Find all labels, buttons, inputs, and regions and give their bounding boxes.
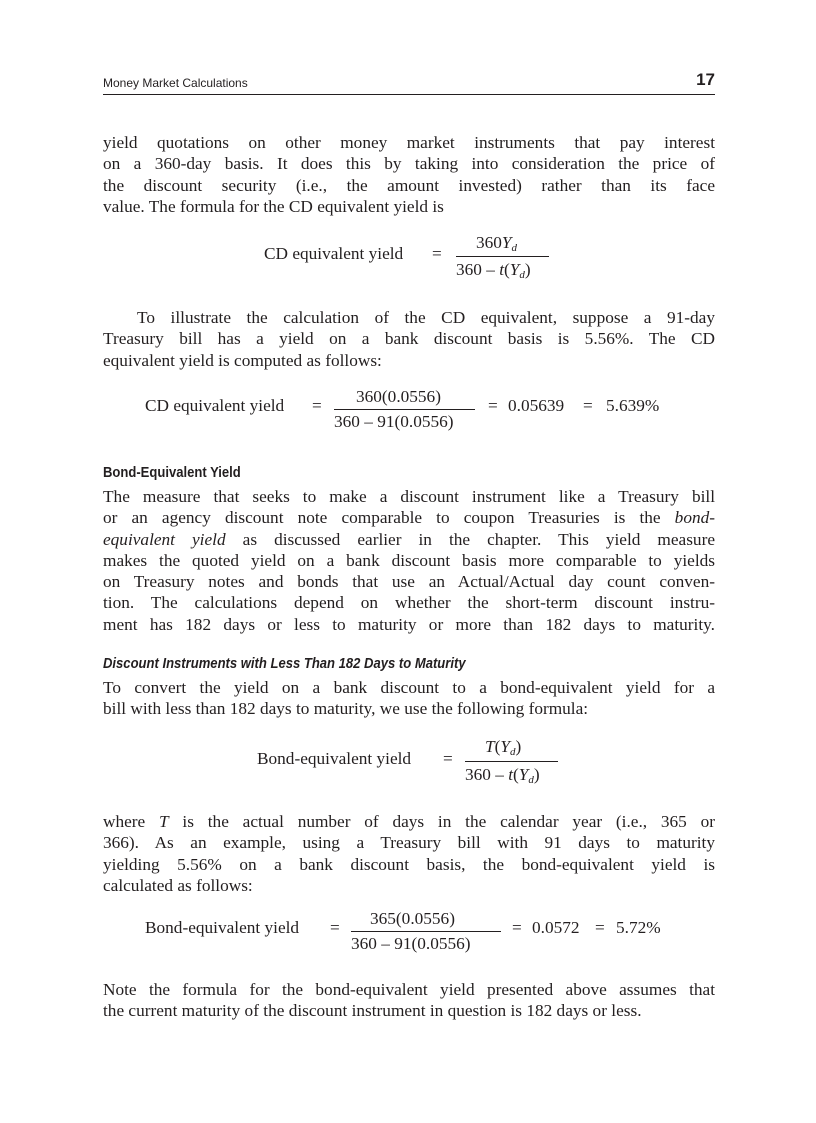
text-line: makes the quoted yield on a bank discount basis more comparable to yields xyxy=(103,550,715,570)
equation-numerator: 360(0.0556) xyxy=(356,387,441,406)
text-line: The measure that seeks to make a discount instrument like a Treasury bill xyxy=(103,487,715,506)
equals-sign: = xyxy=(312,396,322,415)
fraction-bar xyxy=(351,931,501,932)
page-number: 17 xyxy=(696,70,715,89)
paragraph-example xyxy=(103,811,715,896)
fraction-bar xyxy=(456,256,549,257)
text-line: the discount security (i.e., the amount invested) rather than its face xyxy=(103,175,715,195)
equation-lhs: CD equivalent yield xyxy=(145,396,285,415)
text-line: yielding 5.56% on a bank discount basis, the bond-equivalent yield is xyxy=(103,854,715,874)
equation-numerator: $360Y_d$ xyxy=(476,233,518,254)
equation-denominator: 360 – 91(0.0556) xyxy=(334,412,454,431)
text-line: equivalent yield is computed as follows: xyxy=(103,350,382,370)
section-heading: Bond-Equivalent Yield xyxy=(103,465,241,481)
text-line: the current maturity of the discount instrument in question is 182 days or less. xyxy=(103,1001,642,1021)
paragraph-intro xyxy=(103,132,715,217)
text-line: ment has 182 days or less to maturity or more than 182 days to maturity. xyxy=(103,614,715,634)
subsection-heading: Discount Instruments with Less Than 182 Days to Maturity xyxy=(103,656,466,672)
equals-sign: = xyxy=(432,244,442,263)
text-line: where T is the actual number of days in the calendar year (i.e., 365 or xyxy=(103,812,715,831)
text-line: Note the formula for the bond-equivalent yield presented above assumes that xyxy=(103,980,715,999)
text-line: on a 360-day basis. It does this by taking into consideration the price of xyxy=(103,154,715,174)
fraction-bar xyxy=(465,761,558,762)
text-line: tion. The calculations depend on whether the short-term discount instru- xyxy=(103,593,715,613)
equals-sign: = xyxy=(583,396,593,415)
result-decimal: 0.05639 xyxy=(508,396,565,415)
paragraph-bond-equivalent xyxy=(103,486,715,635)
result-percent: 5.639% xyxy=(606,396,660,415)
text-line: 366). As an example, using a Treasury bill with 91 days to maturity xyxy=(103,833,715,853)
equation-lhs: CD equivalent yield xyxy=(264,244,404,263)
equation-numerator: $T(Y_d)$ xyxy=(485,737,522,758)
text-line: calculated as follows: xyxy=(103,875,253,895)
text-line: on Treasury notes and bonds that use an Actual/Actual day count conven- xyxy=(103,572,715,592)
equation-numerator: 365(0.0556) xyxy=(370,909,455,928)
text-line: value. The formula for the CD equivalent yield is xyxy=(103,196,444,216)
running-title: Money Market Calculations xyxy=(103,76,248,90)
text-line: or an agency discount note comparable to coupon Treasuries is the bond- xyxy=(103,508,715,528)
result-decimal: 0.0572 xyxy=(532,918,580,937)
paragraph-illustration xyxy=(103,307,715,371)
equation-denominator: 360 – 91(0.0556) xyxy=(351,934,471,953)
equation-denominator: $360 - t(Y_d)$ xyxy=(465,765,540,786)
paragraph-conversion xyxy=(103,677,715,720)
result-percent: 5.72% xyxy=(616,918,661,937)
equals-sign: = xyxy=(595,918,605,937)
equals-sign: = xyxy=(512,918,522,937)
page-header xyxy=(103,70,715,95)
text-line: To convert the yield on a bank discount to a bond-equivalent yield for a xyxy=(103,678,715,697)
equals-sign: = xyxy=(443,749,453,768)
fraction-bar xyxy=(334,409,475,410)
equals-sign: = xyxy=(330,918,340,937)
paragraph-note xyxy=(103,979,715,1022)
text-line: bill with less than 182 days to maturity, we use the following formula: xyxy=(103,699,589,719)
text-line: To illustrate the calculation of the CD equivalent, suppose a 91-day xyxy=(137,308,715,327)
text-line: yield quotations on other money market instruments that pay interest xyxy=(103,133,715,152)
equals-sign: = xyxy=(488,396,498,415)
equation-lhs: Bond-equivalent yield xyxy=(145,918,300,937)
text-line: equivalent yield as discussed earlier in the chapter. This yield measure xyxy=(103,529,715,549)
equation-lhs: Bond-equivalent yield xyxy=(257,749,412,768)
equation-denominator: $360 - t(Y_d)$ xyxy=(456,260,531,281)
text-line: Treasury bill has a yield on a bank discount basis is 5.56%. The CD xyxy=(103,329,715,349)
